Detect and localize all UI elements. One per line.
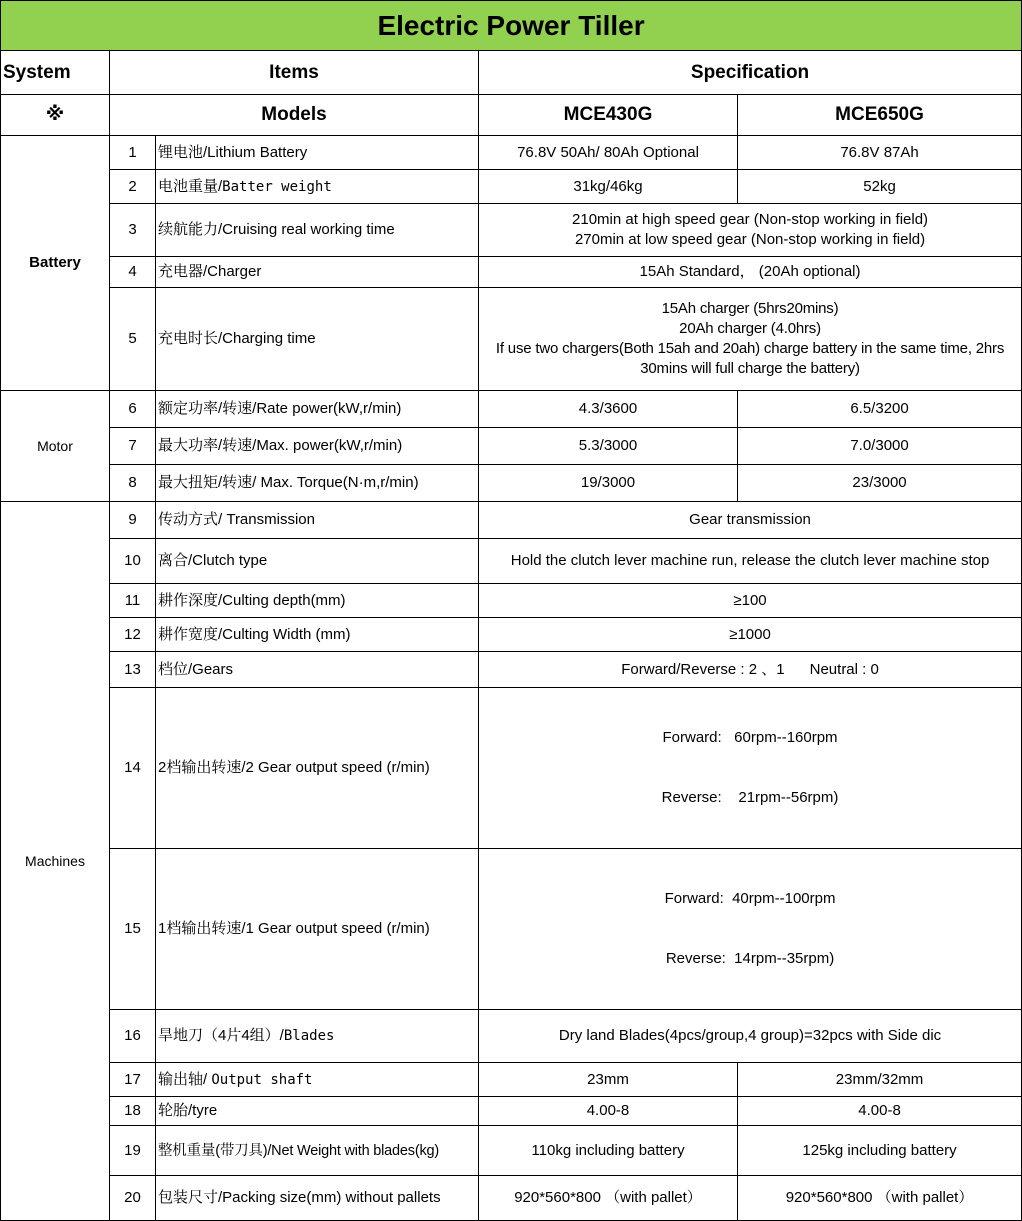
spec-line: Reverse: 21rpm--56rpm) — [661, 789, 839, 806]
spec-line: 15Ah charger (5hrs20mins) — [661, 300, 839, 317]
row-number: 14 — [110, 688, 156, 849]
header-items: Items — [110, 51, 479, 95]
row-number: 17 — [110, 1063, 156, 1097]
item-label — [156, 170, 479, 204]
spec-mce430g: 5.3/3000 — [479, 428, 738, 465]
item-label: 包装尺寸/Packing size(mm) without pallets — [156, 1176, 479, 1221]
spec-shared — [479, 288, 1022, 391]
header-specification: Specification — [479, 51, 1022, 95]
spec-mce430g: 76.8V 50Ah/ 80Ah Optional — [479, 136, 738, 170]
row-number: 10 — [110, 539, 156, 584]
row-number: 12 — [110, 618, 156, 652]
header-system: System — [1, 51, 110, 95]
table-row — [1, 652, 1022, 688]
spec-shared: Dry land Blades(4pcs/group,4 group)=32pcs with Side dic — [479, 1010, 1022, 1063]
spec-line: Forward: 40rpm--100rpm — [664, 890, 836, 907]
table-row — [1, 136, 1022, 170]
item-label: 离合/Clutch type — [156, 539, 479, 584]
table-row — [1, 1176, 1022, 1221]
spec-line: 20Ah charger (4.0hrs) — [679, 320, 821, 337]
spec-mce430g: 19/3000 — [479, 465, 738, 502]
table-row — [1, 1063, 1022, 1097]
spec-mce650g: 23/3000 — [738, 465, 1022, 502]
item-label: 2档输出转速/2 Gear output speed (r/min) — [156, 688, 479, 849]
spec-shared: Hold the clutch lever machine run, release the clutch lever machine stop — [479, 539, 1022, 584]
row-number: 2 — [110, 170, 156, 204]
item-label: 最大扭矩/转速/ Max. Torque(N·m,r/min) — [156, 465, 479, 502]
spec-mce430g: 920*560*800 （with pallet） — [479, 1176, 738, 1221]
system-machines: Machines — [1, 502, 110, 1221]
table-row — [1, 584, 1022, 618]
table-row — [1, 288, 1022, 391]
table-title: Electric Power Tiller — [1, 1, 1022, 51]
item-label: 轮胎/tyre — [156, 1097, 479, 1126]
row-number: 15 — [110, 849, 156, 1010]
model-mce430g: MCE430G — [479, 95, 738, 136]
table-row — [1, 502, 1022, 539]
item-label-en: Output shaft — [211, 1071, 313, 1088]
table-row — [1, 391, 1022, 428]
table-row — [1, 1010, 1022, 1063]
row-number: 11 — [110, 584, 156, 618]
spec-shared: Gear transmission — [479, 502, 1022, 539]
item-label: 最大功率/转速/Max. power(kW,r/min) — [156, 428, 479, 465]
item-label: 充电器/Charger — [156, 257, 479, 288]
row-number: 3 — [110, 204, 156, 257]
spec-mce650g: 125kg including battery — [738, 1126, 1022, 1176]
item-label — [156, 1063, 479, 1097]
row-number: 1 — [110, 136, 156, 170]
row-number: 5 — [110, 288, 156, 391]
spec-shared — [479, 204, 1022, 257]
spec-mce650g: 52kg — [738, 170, 1022, 204]
spec-line: 210min at high speed gear (Non-stop working in field) — [572, 211, 929, 228]
row-number: 4 — [110, 257, 156, 288]
model-mce650g: MCE650G — [738, 95, 1022, 136]
item-label: 续航能力/Cruising real working time — [156, 204, 479, 257]
table-row — [1, 257, 1022, 288]
item-label: 传动方式/ Transmission — [156, 502, 479, 539]
item-label-cn: 旱地刀（4片4组）/ — [158, 1027, 284, 1044]
table-row — [1, 688, 1022, 849]
reference-mark-symbol: ※ — [1, 95, 110, 136]
spec-shared: ≥1000 — [479, 618, 1022, 652]
item-label-en: Batter weight — [222, 178, 332, 195]
table-row — [1, 618, 1022, 652]
spec-line: 30mins will full charge the battery) — [640, 360, 860, 377]
spec-mce430g: 4.3/3600 — [479, 391, 738, 428]
spec-shared: ≥100 — [479, 584, 1022, 618]
table-row — [1, 465, 1022, 502]
table-row — [1, 428, 1022, 465]
spec-shared — [479, 688, 1022, 849]
spec-mce650g: 4.00-8 — [738, 1097, 1022, 1126]
spec-mce650g: 23mm/32mm — [738, 1063, 1022, 1097]
spec-shared — [479, 849, 1022, 1010]
item-label-cn: 输出轴/ — [158, 1070, 212, 1088]
table-row — [1, 1097, 1022, 1126]
spec-line: If use two chargers(Both 15ah and 20ah) charge battery in the same time, 2hrs — [495, 340, 1005, 357]
spec-mce650g: 7.0/3000 — [738, 428, 1022, 465]
spec-line: Reverse: 14rpm--35rpm) — [665, 950, 835, 967]
item-label: 充电时长/Charging time — [156, 288, 479, 391]
models-label: Models — [110, 95, 479, 136]
row-number: 20 — [110, 1176, 156, 1221]
spec-mce650g: 76.8V 87Ah — [738, 136, 1022, 170]
spec-shared: 15Ah Standard， (20Ah optional) — [479, 257, 1022, 288]
row-number: 9 — [110, 502, 156, 539]
row-number: 7 — [110, 428, 156, 465]
item-label: 耕作宽度/Culting Width (mm) — [156, 618, 479, 652]
item-label: 整机重量(带刀具)/Net Weight with blades(kg) — [156, 1126, 479, 1176]
system-motor: Motor — [1, 391, 110, 502]
item-label-en: Blades — [283, 1028, 335, 1044]
row-number: 16 — [110, 1010, 156, 1063]
spec-line: 270min at low speed gear (Non-stop working in field) — [574, 231, 926, 248]
item-label: 锂电池/Lithium Battery — [156, 136, 479, 170]
item-label: 耕作深度/Culting depth(mm) — [156, 584, 479, 618]
spec-mce650g: 920*560*800 （with pallet） — [738, 1176, 1022, 1221]
row-number: 18 — [110, 1097, 156, 1126]
system-battery: Battery — [1, 136, 110, 391]
table-row — [1, 539, 1022, 584]
row-number: 19 — [110, 1126, 156, 1176]
table-row — [1, 170, 1022, 204]
item-label-cn: 电池重量/ — [158, 177, 223, 195]
row-number: 6 — [110, 391, 156, 428]
spec-line: Forward: 60rpm--160rpm — [662, 729, 838, 746]
table-row — [1, 1126, 1022, 1176]
spec-mce430g: 4.00-8 — [479, 1097, 738, 1126]
table-row — [1, 204, 1022, 257]
row-number: 8 — [110, 465, 156, 502]
item-label: 档位/Gears — [156, 652, 479, 688]
spec-shared: Forward/Reverse : 2 、1 Neutral : 0 — [479, 652, 1022, 688]
item-label: 额定功率/转速/Rate power(kW,r/min) — [156, 391, 479, 428]
spec-mce430g: 31kg/46kg — [479, 170, 738, 204]
spec-mce430g: 110kg including battery — [479, 1126, 738, 1176]
table-row — [1, 849, 1022, 1010]
item-label: 1档输出转速/1 Gear output speed (r/min) — [156, 849, 479, 1010]
spec-mce650g: 6.5/3200 — [738, 391, 1022, 428]
row-number: 13 — [110, 652, 156, 688]
item-label — [156, 1010, 479, 1063]
spec-mce430g: 23mm — [479, 1063, 738, 1097]
